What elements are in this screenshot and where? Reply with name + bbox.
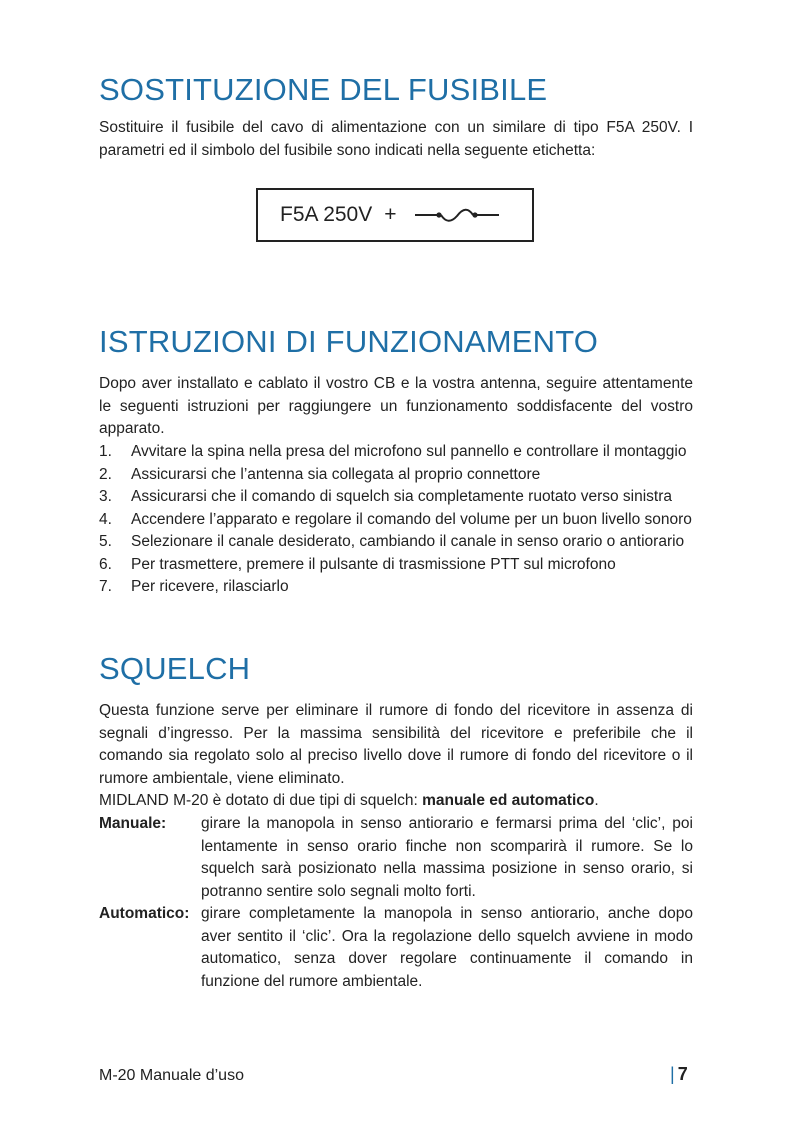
footer-document-title: M-20 Manuale d’uso	[99, 1067, 244, 1084]
instruction-step	[99, 576, 693, 599]
heading-squelch: SQUELCH	[99, 651, 251, 686]
squelch-mode-term: Manuale:	[99, 815, 167, 832]
step-text: Per ricevere, rilasciarlo	[131, 578, 289, 595]
step-text: Per trasmettere, premere il pulsante di trasmissione PTT sul microfono	[131, 555, 616, 573]
instruction-step	[99, 554, 693, 577]
instruction-step	[99, 464, 693, 487]
step-number: 5.	[99, 533, 112, 550]
fuse-label-box	[256, 188, 534, 242]
step-text: Avvitare la spina nella presa del microfono sul pannello e controllare il montaggio	[131, 443, 687, 460]
step-text: Assicurarsi che l’antenna sia collegata al proprio connettore	[131, 465, 541, 483]
step-text: Selezionare il canale desiderato, cambiando il canale in senso orario o antiorario	[131, 533, 685, 550]
instruction-step	[99, 531, 693, 554]
fuse-plus-sign: +	[384, 203, 397, 226]
step-text: Assicurarsi che il comando di squelch sia completamente ruotato verso sinistra	[131, 488, 673, 505]
squelch-mode-row	[99, 903, 693, 993]
instruction-steps-list	[99, 441, 693, 599]
squelch-mode-term: Automatico:	[99, 905, 190, 922]
instruction-step	[99, 509, 693, 532]
footer-page-separator: |	[670, 1064, 675, 1084]
operating-intro-text: Dopo aver installato e cablato il vostro CB e la vostra antenna, seguire attentamente le seguenti istruzioni per raggiungere un funzionamento soddisfacente del vostro apparato.	[99, 375, 693, 437]
fuse-symbol-icon	[415, 203, 505, 227]
squelch-mode-description: girare completamente la manopola in senso antiorario, anche dopo aver sentito il ‘clic’. Ora la regolazione dello squelch avviene in modo automatico, senza dover regolare continuamente il comando in funzione del rumore ambientale.	[201, 905, 693, 990]
squelch-mode-description: girare la manopola in senso antiorario e fermarsi prima del ‘clic’, poi lentamente in senso orario finche non scomparirà il rumore. Se lo squelch sarà posizionato nella massima posizione in senso orario, si potranno sentire solo segnali molto forti.	[201, 815, 693, 900]
fuse-rating-text: F5A 250V	[280, 203, 373, 226]
heading-operating-instructions: ISTRUZIONI DI FUNZIONAMENTO	[99, 324, 599, 359]
footer-page-number-area	[670, 1064, 688, 1085]
step-number: 7.	[99, 578, 112, 595]
step-text: Accendere l’apparato e regolare il comando del volume per un buon livello sonoro	[131, 510, 692, 528]
squelch-types-suffix: .	[594, 792, 599, 809]
heading-fuse-replacement: SOSTITUZIONE DEL FUSIBILE	[99, 72, 548, 107]
step-number: 3.	[99, 488, 112, 505]
squelch-mode-row	[99, 813, 693, 903]
squelch-types-bold: manuale ed automatico	[422, 792, 595, 809]
instruction-step	[99, 486, 693, 509]
fuse-instructions-text: Sostituire il fusibile del cavo di alimentazione con un similare di tipo F5A 250V. I parametri ed il simbolo del fusibile sono indicati nella seguente etichetta:	[99, 119, 693, 159]
squelch-description-text: Questa funzione serve per eliminare il rumore di fondo del ricevitore in assenza di segnali d’ingresso. Per la massima sensibilità del ricevitore e preferibile che il comando sia regolato solo al preciso livello dove il rumore di fondo del ricevitore o il rumore ambientale, viene eliminato.	[99, 702, 693, 787]
step-number: 1.	[99, 443, 112, 460]
squelch-types-line	[99, 790, 693, 813]
squelch-modes-list	[99, 813, 693, 993]
step-number: 2.	[99, 465, 112, 483]
step-number: 6.	[99, 555, 112, 573]
step-number: 4.	[99, 510, 112, 528]
squelch-types-prefix: MIDLAND M-20 è dotato di due tipi di squelch:	[99, 792, 423, 809]
instruction-step	[99, 441, 693, 464]
footer-page-number: 7	[677, 1064, 688, 1084]
